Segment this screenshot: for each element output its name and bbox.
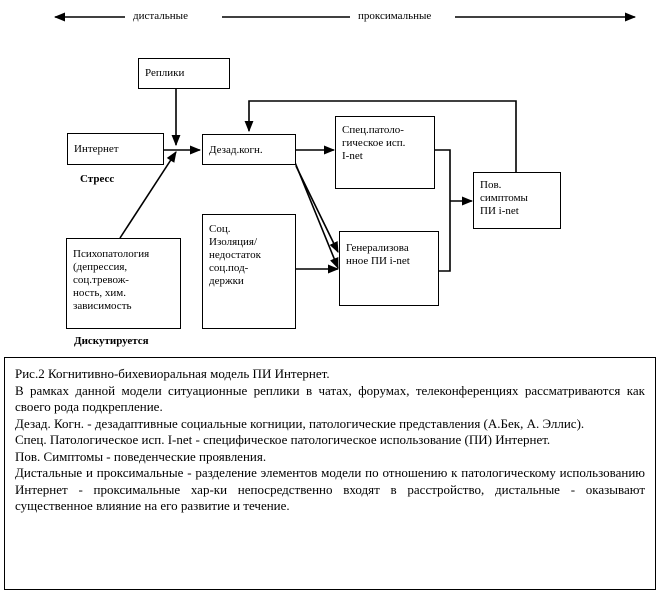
node-spec: Спец.патоло- гическое исп. I-net [335, 116, 435, 189]
node-dezad [202, 134, 296, 165]
caption-box [4, 357, 656, 590]
caption-paragraph-replies: В рамках данной модели ситуационные реплики в чатах, форумах, телеконференциях рассматриваются как своего рода подкрепление. [15, 382, 645, 414]
node-soc: Соц. Изоляция/ недостаток соц.под- держки [202, 214, 296, 329]
caption-title: Рис.2 Когнитивно-бихевиоральная модель ПИ Интернет. [15, 366, 330, 381]
caption-paragraph-pov: Пов. Симптомы - поведенческие проявления. [15, 448, 267, 464]
arrow-dezad-to-general-2 [296, 166, 338, 252]
node-internet-label: Интернет [74, 143, 119, 155]
node-replies-label: Реплики [145, 67, 185, 79]
node-psycho: Психопатология (депрессия, соц.тревож- ность, хим. зависимость [66, 238, 181, 329]
discussed-label: Дискутируется [74, 335, 149, 347]
node-general: Генерализова нное ПИ i-net [339, 231, 439, 306]
stress-label: Стресс [80, 173, 115, 185]
node-pov: Пов. симптомы ПИ i-net [473, 172, 561, 229]
caption-paragraph-dezad: Дезад. Когн. - дезадаптивные социальные когниции, патологические представления (А.Бек, А. Эллис). [15, 415, 585, 431]
caption-paragraph-spec: Спец. Патологическое исп. I-net - специфическое патологическое использование (ПИ) Интернет. [15, 432, 551, 447]
distal-label: дистальные [133, 10, 188, 22]
node-replies [138, 58, 230, 89]
node-dezad-label: Дезад.когн. [209, 144, 263, 156]
proximal-label: проксимальные [358, 10, 432, 22]
node-internet [67, 133, 164, 165]
caption-paragraph-distal-proximal: Дистальные и проксимальные - разделение элементов модели по отношению к патологическому использованию Интернет - проксимальные хар-ки непосредственно входят в расстройство, дистальные - оказывают существенное влияние на его развитие и течение. [15, 465, 645, 513]
